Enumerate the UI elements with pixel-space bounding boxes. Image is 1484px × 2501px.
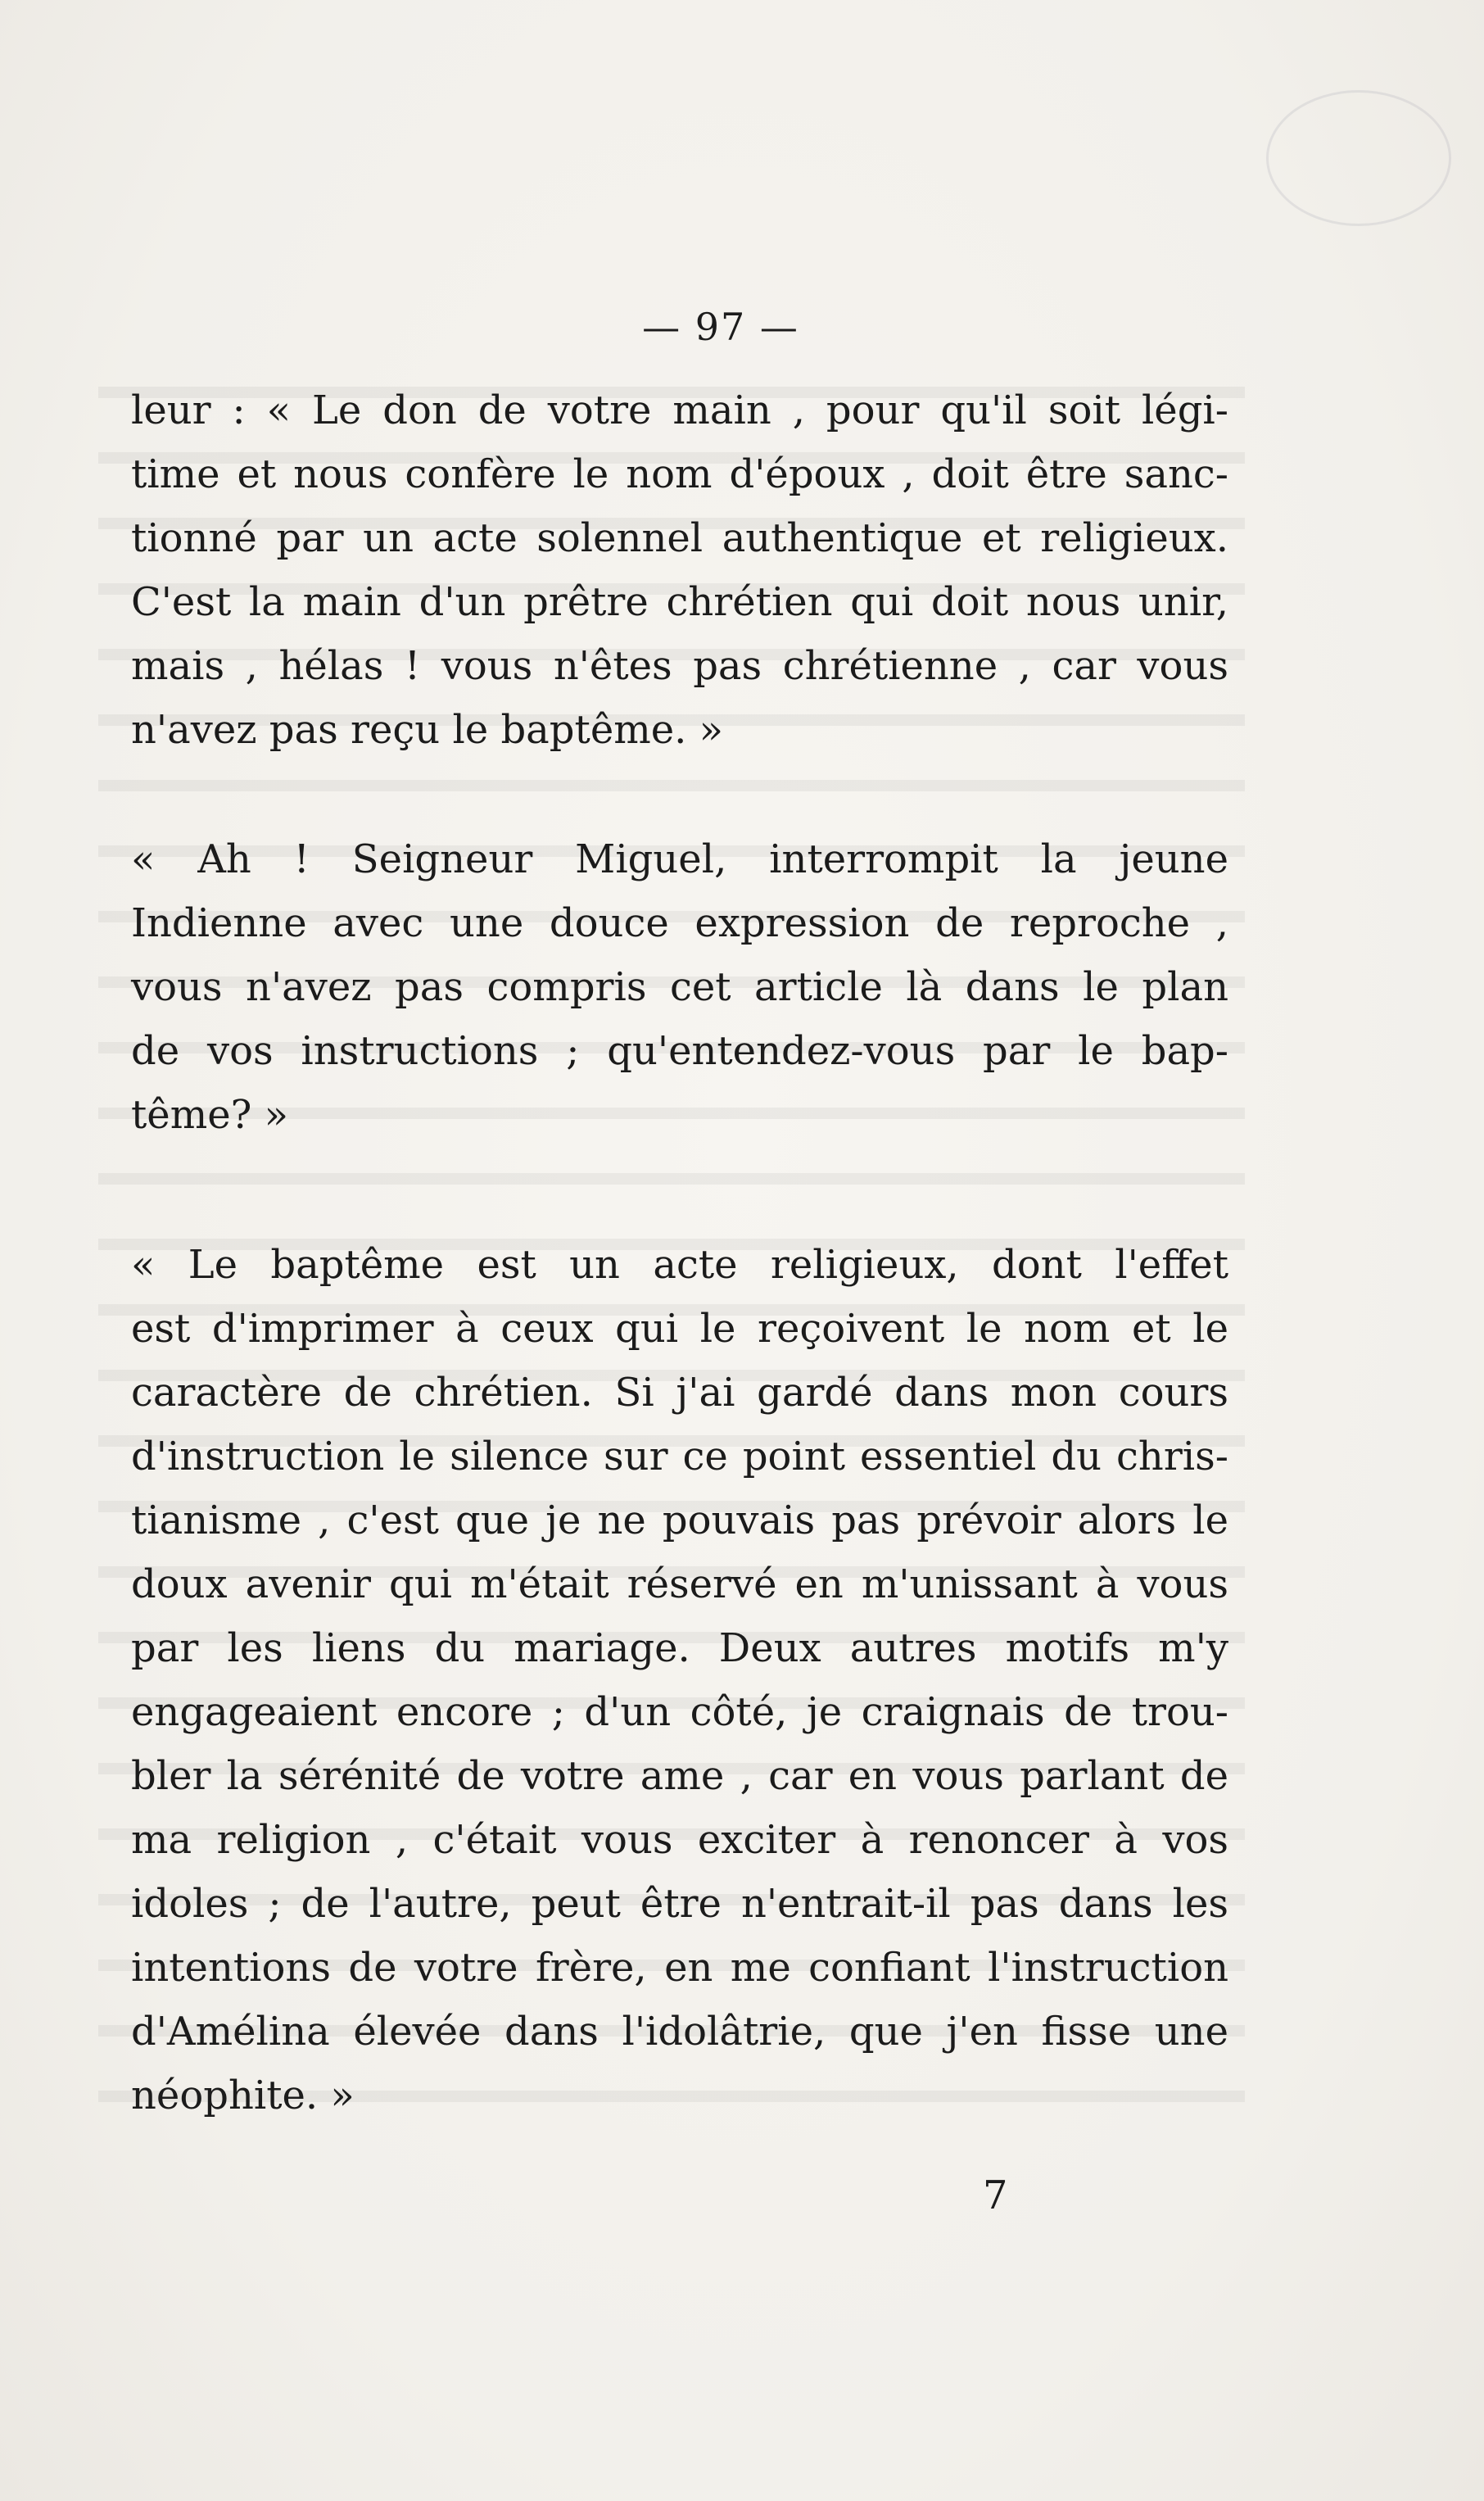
text-line: tionné par un acte solennel authentique et religieux. [131,515,1228,561]
text-line: ma religion , c'était vous exciter à renoncer à vos [131,1817,1228,1863]
text-line: par les liens du mariage. Deux autres motifs m'y [131,1625,1228,1671]
library-stamp [1266,90,1451,226]
paragraph-gap [131,762,1228,827]
text-line: tême? » [131,1092,288,1138]
page-text [131,295,1228,2127]
text-line: de vos instructions ; qu'entendez-vous par le bap- [131,1028,1228,1074]
text-line: Indienne avec une douce expression de reproche , [131,900,1228,946]
text-line: « Ah ! Seigneur Miguel, interrompit la jeune [131,836,1228,882]
paragraph-1 [131,378,1228,762]
text-line: time et nous confère le nom d'époux , doit être sanc- [131,451,1228,497]
paragraph-gap [131,1147,1228,1233]
signature-mark: 7 [983,2173,1008,2218]
text-line: doux avenir qui m'était réservé en m'unissant à vous [131,1561,1228,1607]
text-line: mais , hélas ! vous n'êtes pas chrétienne , car vous [131,643,1228,689]
text-line: est d'imprimer à ceux qui le reçoivent le nom et le [131,1306,1228,1352]
text-line: tianisme , c'est que je ne pouvais pas prévoir alors le [131,1497,1228,1543]
paragraph-3 [131,1233,1228,2127]
text-line: « Le baptême est un acte religieux, dont l'effet [131,1242,1228,1288]
text-line: bler la sérénité de votre ame , car en vous parlant de [131,1753,1228,1799]
text-line: engageaient encore ; d'un côté, je craignais de trou- [131,1689,1228,1735]
text-line: d'Amélina élevée dans l'idolâtrie, que j'en fisse une [131,2009,1228,2055]
paragraph-2 [131,827,1228,1147]
text-line: idoles ; de l'autre, peut être n'entrait-il pas dans les [131,1881,1228,1927]
text-line: d'instruction le silence sur ce point essentiel du chris- [131,1434,1228,1479]
text-line: C'est la main d'un prêtre chrétien qui doit nous unir, [131,579,1228,625]
text-line: vous n'avez pas compris cet article là dans le plan [131,964,1228,1010]
page-number-header: — 97 — [642,305,799,349]
text-line: caractère de chrétien. Si j'ai gardé dans mon cours [131,1370,1228,1416]
text-line: leur : « Le don de votre main , pour qu'il soit légi- [131,387,1228,433]
text-line: n'avez pas reçu le baptême. » [131,707,724,753]
text-line: intentions de votre frère, en me confiant l'instruction [131,1945,1228,1991]
text-line: néophite. » [131,2073,355,2118]
